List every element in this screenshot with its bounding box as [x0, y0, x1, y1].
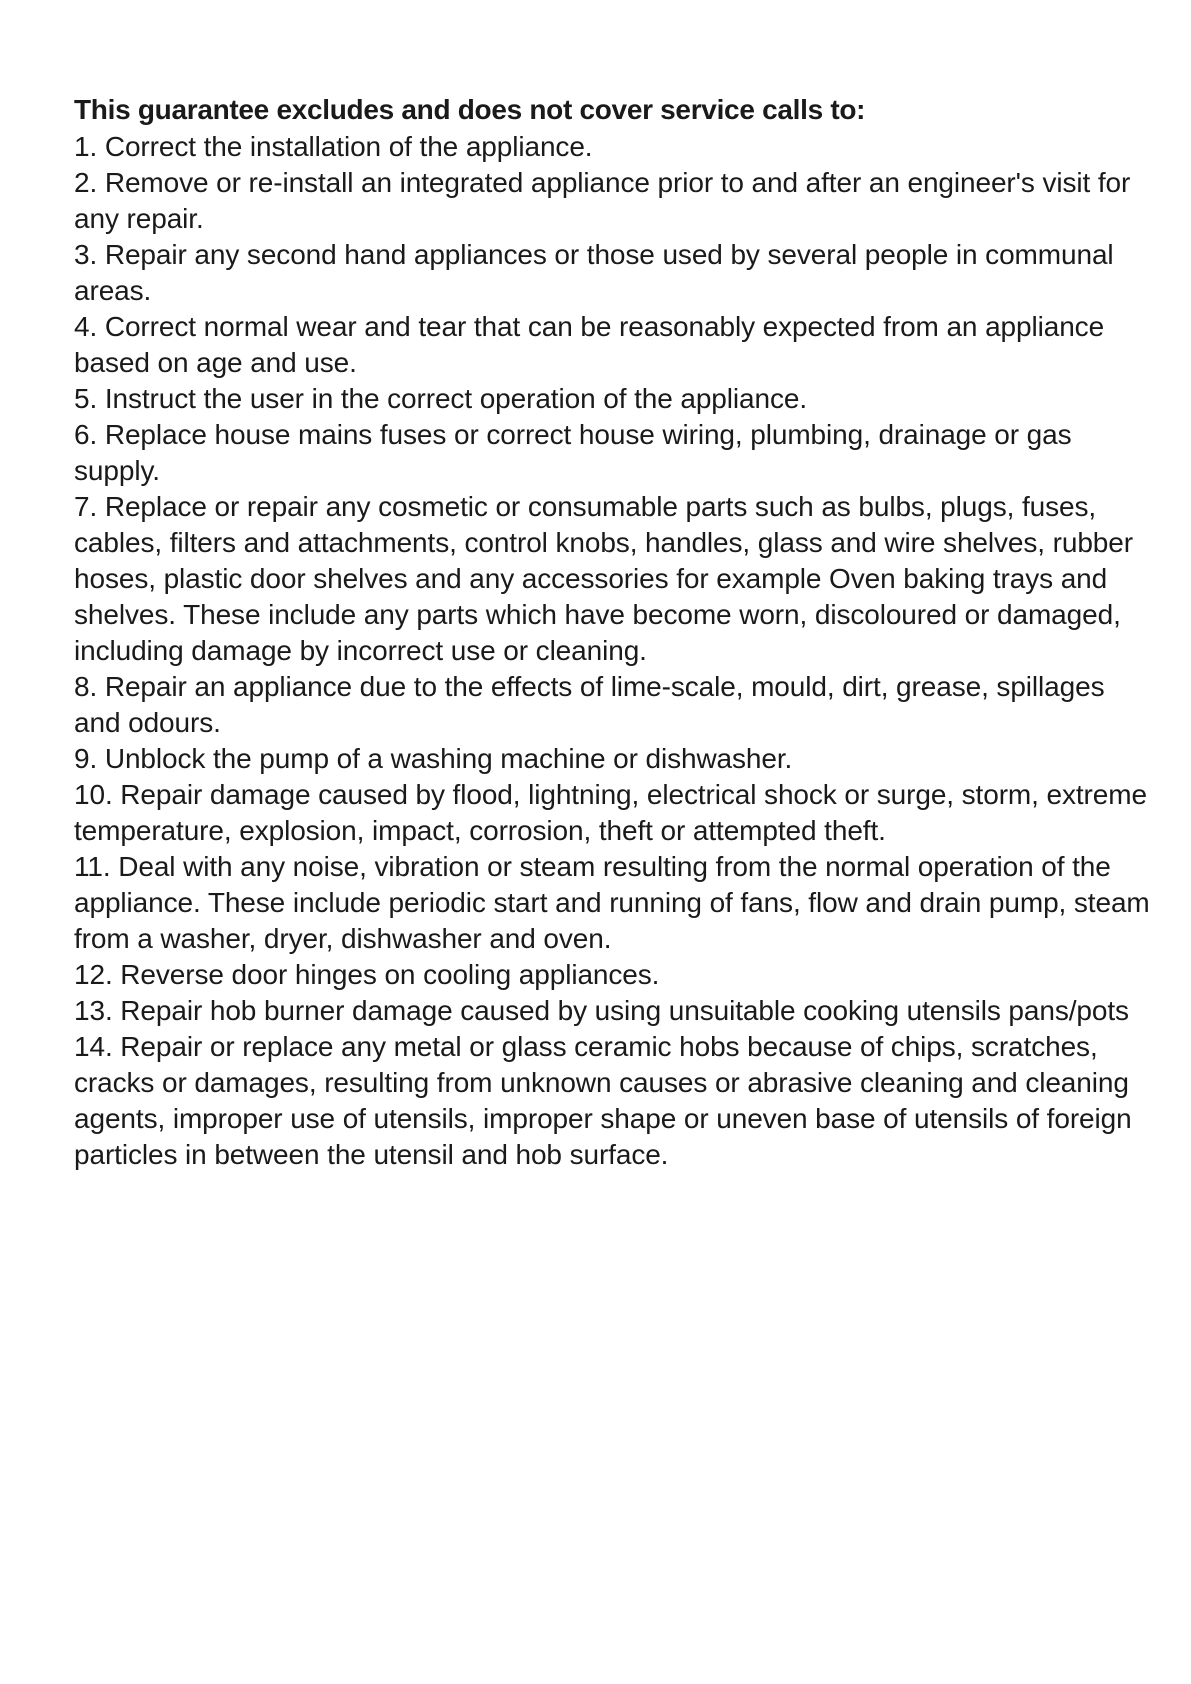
list-item: 4. Correct normal wear and tear that can be reasonably expected from an appliance based on age and use.: [74, 311, 1105, 378]
section-heading: This guarantee excludes and does not cover service calls to:: [74, 94, 866, 125]
guarantee-exclusions-section: [74, 92, 1154, 1173]
list-item: 8. Repair an appliance due to the effects of lime-scale, mould, dirt, grease, spillages and odours.: [74, 671, 1105, 738]
list-item: 1. Correct the installation of the appliance.: [74, 131, 593, 162]
list-item: 14. Repair or replace any metal or glass ceramic hobs because of chips, scratches, cracks or damages, resulting from unknown causes or abrasive cleaning and cleaning agents, improper use of utensils, improper shape or uneven base of utensils of foreign particles in between the utensil and hob surface.: [74, 1031, 1132, 1170]
list-item: 11. Deal with any noise, vibration or steam resulting from the normal operation of the appliance. These include periodic start and running of fans, flow and drain pump, steam from a washer, dryer, dishwasher and oven.: [74, 851, 1150, 954]
list-item: 10. Repair damage caused by flood, lightning, electrical shock or surge, storm, extreme temperature, explosion, impact, corrosion, theft or attempted theft.: [74, 779, 1147, 846]
list-item: 7. Replace or repair any cosmetic or consumable parts such as bulbs, plugs, fuses, cables, filters and attachments, control knobs, handles, glass and wire shelves, rubber hoses, plastic door shelves and any accessories for example Oven baking trays and shelves. These include any parts which have become worn, discoloured or damaged, including damage by incorrect use or cleaning.: [74, 491, 1133, 666]
list-item: 13. Repair hob burner damage caused by using unsuitable cooking utensils pans/pots: [74, 995, 1129, 1026]
list-item: 5. Instruct the user in the correct operation of the appliance.: [74, 383, 808, 414]
list-item: 2. Remove or re-install an integrated appliance prior to and after an engineer's visit for any repair.: [74, 167, 1131, 234]
list-item: 9. Unblock the pump of a washing machine or dishwasher.: [74, 743, 793, 774]
exclusions-list: [74, 129, 1154, 1173]
list-item: 12. Reverse door hinges on cooling appliances.: [74, 959, 660, 990]
list-item: 6. Replace house mains fuses or correct house wiring, plumbing, drainage or gas supply.: [74, 419, 1072, 486]
list-item: 3. Repair any second hand appliances or those used by several people in communal areas.: [74, 239, 1114, 306]
